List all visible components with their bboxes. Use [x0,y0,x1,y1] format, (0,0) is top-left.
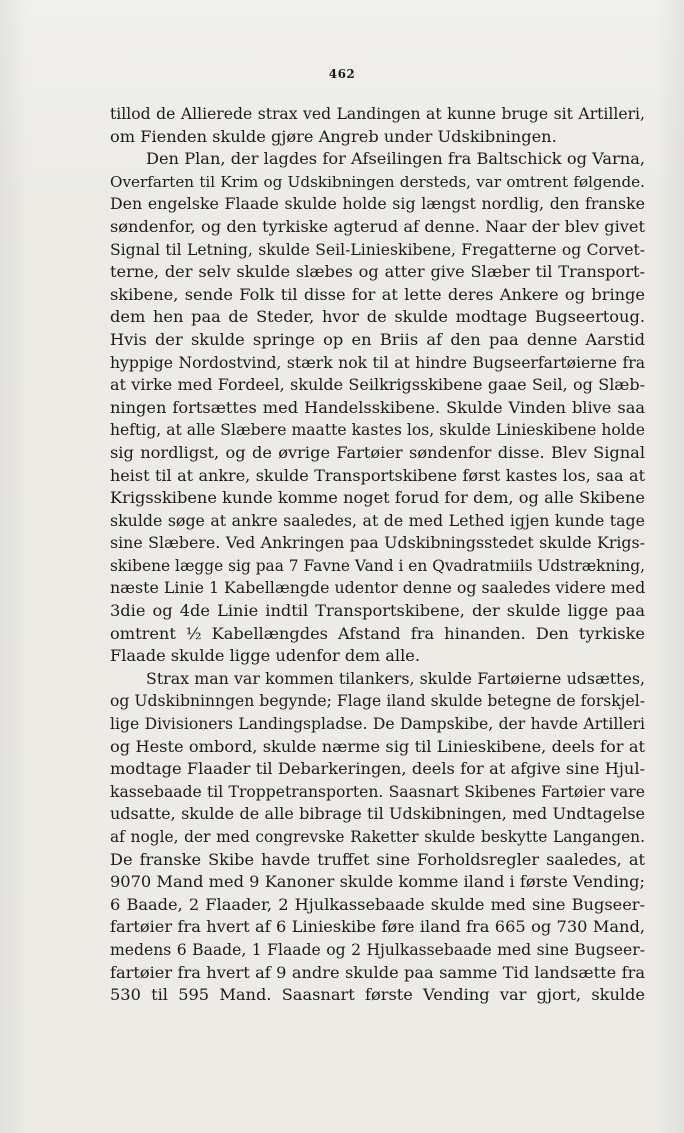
text-line: udsatte, skulde de alle bibrage til Udskibningen, med Undtagelse [110,804,645,824]
text-line: Strax man var kommen tilankers, skulde Fartøierne udsættes, [146,668,645,688]
text-line: skulde søge at ankre saaledes, at de med Lethed igjen kunde tage [110,510,645,530]
text-line: 3die og 4de Linie indtil Transportskibene, der skulde ligge paa [110,601,645,621]
text-line: at virke med Fordeel, skulde Seilkrigsskibene gaae Seil, og Slæb- [110,375,645,395]
text-line: sig nordligst, og de øvrige Fartøier søndenfor disse. Blev Signal [110,442,645,462]
text-line: kassebaade til Troppetransporten. Saasnart Skibenes Fartøier vare [110,782,645,801]
text-line: og Udskibninngen begynde; Flage iland skulde betegne de forskjel- [110,692,645,711]
text-line: terne, der selv skulde slæbes og atter give Slæber til Transport- [110,262,645,282]
text-line: medens 6 Baade, 1 Flaade og 2 Hjulkassebaade med sine Bugseer- [110,940,645,959]
text-line: omtrent ½ Kabellængdes Afstand fra hinanden. Den tyrkiske [110,623,645,643]
text-line: skibene, sende Folk til disse for at lette deres Ankere og bringe [110,284,645,304]
body-text [110,103,645,1007]
text-line: om Fienden skulde gjøre Angreb under Udskibningen. [110,126,557,146]
text-line: hyppige Nordostvind, stærk nok til at hindre Bugseerfartøierne fra [110,353,645,372]
text-line: De franske Skibe havde truffet sine Forholdsregler saaledes, at [110,849,645,869]
text-line: og Heste ombord, skulde nærme sig til Linieskibene, deels for at [110,736,645,756]
text-line: Krigsskibene kunde komme noget forud for dem, og alle Skibene [110,488,645,508]
text-line: Flaade skulde ligge udenfor dem alle. [110,646,420,666]
text-line: fartøier fra hvert af 6 Linieskibe føre iland fra 665 og 730 Mand, [110,917,645,937]
text-line: heist til at ankre, skulde Transportskibene først kastes los, saa at [110,465,645,485]
text-line: fartøier fra hvert af 9 andre skulde paa samme Tid landsætte fra [110,962,645,982]
text-line: heftig, at alle Slæbere maatte kastes los, skulde Linieskibene holde [110,421,645,440]
text-line: 9070 Mand med 9 Kanoner skulde komme iland i første Vending; [110,872,645,892]
text-line: Overfarten til Krim og Udskibningen dersteds, var omtrent følgende. [110,172,645,191]
text-line: søndenfor, og den tyrkiske agterud af denne. Naar der blev givet [110,216,645,236]
text-line: Hvis der skulde springe op en Briis af den paa denne Aarstid [110,329,645,349]
text-line: 6 Baade, 2 Flaader, 2 Hjulkassebaade skulde med sine Bugseer- [110,894,645,914]
text-line: tillod de Allierede strax ved Landingen at kunne bruge sit Artilleri, [110,105,645,123]
text-line: ningen fortsættes med Handelsskibene. Skulde Vinden blive saa [110,397,645,417]
text-line: af nogle, der med congrevske Raketter skulde beskytte Langangen. [110,828,645,846]
text-line: næste Linie 1 Kabellængde udentor denne og saaledes videre med [110,578,645,598]
page-number: 462 [328,67,356,81]
text-line: Den engelske Flaade skulde holde sig længst nordlig, den franske [110,194,645,214]
text-line: Den Plan, der lagdes for Afseilingen fra Baltschick og Varna, [146,149,645,169]
text-line: modtage Flaader til Debarkeringen, deels for at afgive sine Hjul- [110,759,645,779]
text-line: skibene lægge sig paa 7 Favne Vand i en Qvadratmiils Udstrækning, [110,556,645,575]
text-line: 530 til 595 Mand. Saasnart første Vending var gjort, skulde [110,985,645,1005]
text-line: lige Divisioners Landingspladse. De Dampskibe, der havde Artilleri [110,715,645,734]
text-line: Signal til Letning, skulde Seil-Linieskibene, Fregatterne og Corvet- [110,240,645,259]
text-line: dem hen paa de Steder, hvor de skulde modtage Bugseertoug. [110,307,645,327]
text-line: sine Slæbere. Ved Ankringen paa Udskibningsstedet skulde Krigs- [110,533,645,553]
